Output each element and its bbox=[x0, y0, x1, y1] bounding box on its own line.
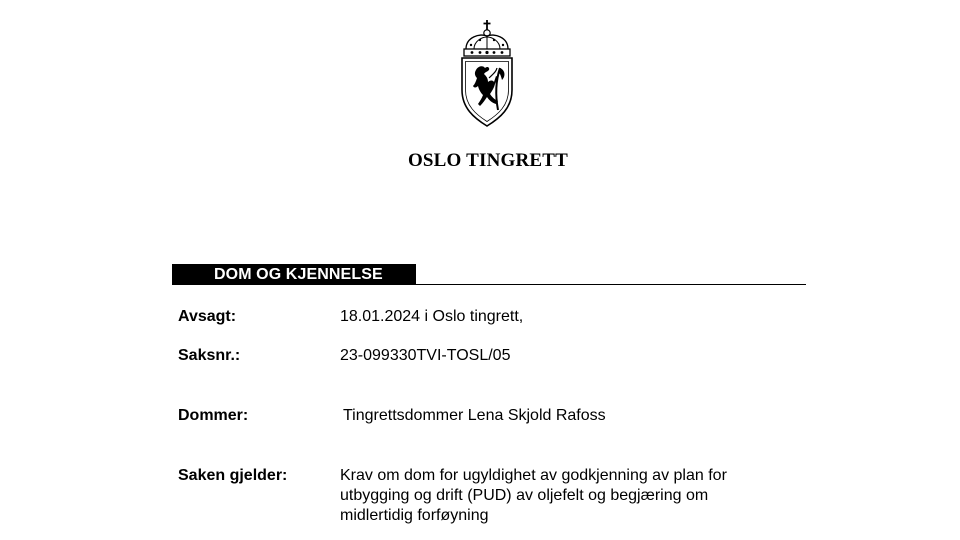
saken-gjelder-line-2: utbygging og drift (PUD) av oljefelt og begjæring om bbox=[340, 487, 709, 504]
saksnr-label: Saksnr.: bbox=[178, 347, 241, 364]
saken-gjelder-label: Saken gjelder: bbox=[178, 467, 288, 484]
court-name: OSLO TINGRETT bbox=[407, 150, 569, 171]
saken-gjelder-line-3: midlertidig forføyning bbox=[340, 507, 489, 524]
heading-label: DOM OG KJENNELSE bbox=[214, 266, 383, 283]
heading-rule bbox=[416, 284, 806, 285]
dommer-label: Dommer: bbox=[178, 407, 249, 424]
avsagt-label: Avsagt: bbox=[178, 308, 237, 325]
saksnr-value: 23-099330TVI-TOSL/05 bbox=[340, 347, 511, 364]
norwegian-coat-of-arms-icon bbox=[456, 18, 518, 128]
avsagt-value: 18.01.2024 i Oslo tingrett, bbox=[340, 308, 524, 325]
dommer-value: Tingrettsdommer Lena Skjold Rafoss bbox=[343, 407, 606, 424]
document-heading bbox=[172, 264, 806, 286]
saken-gjelder-line-1: Krav om dom for ugyldighet av godkjenning av plan for bbox=[340, 467, 727, 484]
